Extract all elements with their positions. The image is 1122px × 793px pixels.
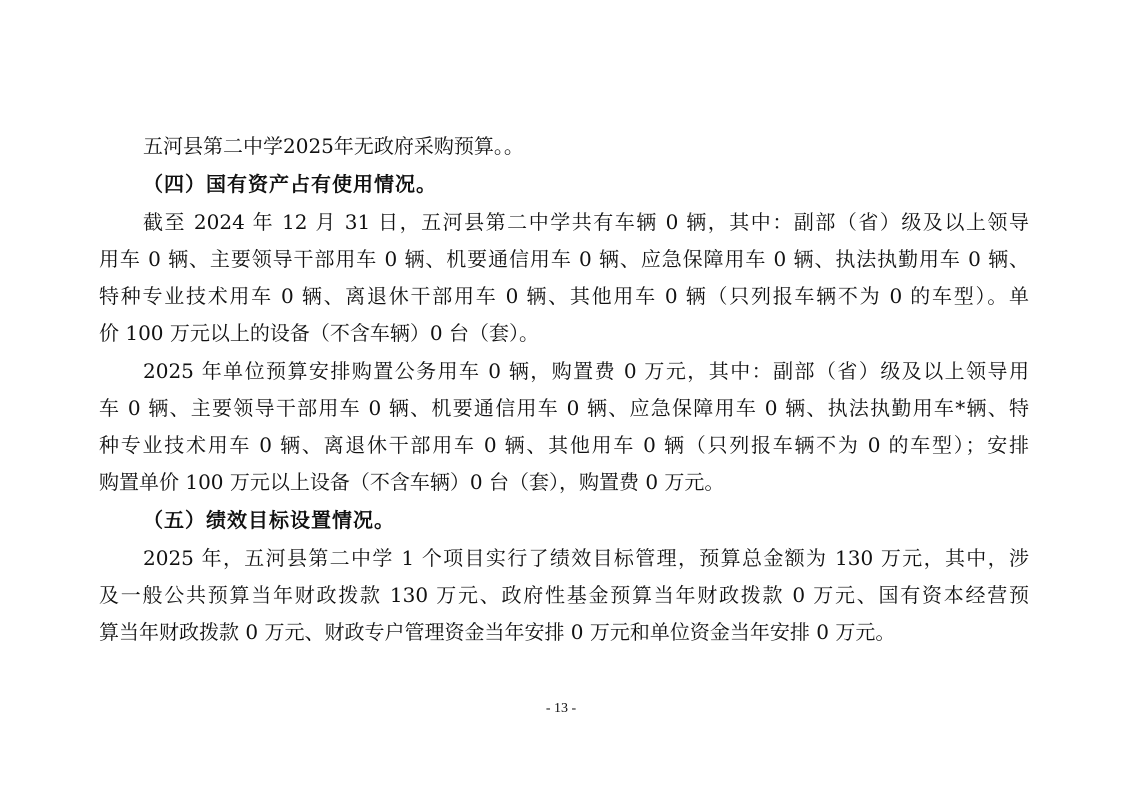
- page-number: - 13 -: [545, 701, 577, 716]
- paragraph-performance-line-1: 2025 年，五河县第二中学 1 个项目实行了绩效目标管理，预算总金额为 130 万元，其中，涉: [143, 546, 1029, 570]
- paragraph-assets-line-2: 用车 0 辆、主要领导干部用车 0 辆、机要通信用车 0 辆、应急保障用车 0 辆、执法执勤用车 0 辆、: [99, 247, 1029, 271]
- paragraph-performance-line-2: 及一般公共预算当年财政拨款 130 万元、政府性基金预算当年财政拨款 0 万元、国有资本经营预: [99, 583, 1029, 607]
- paragraph-performance-line-3: 算当年财政拨款 0 万元、财政专户管理资金当年安排 0 万元和单位资金当年安排 0 万元。: [99, 620, 896, 644]
- section-heading-5: （五）绩效目标设置情况。: [143, 508, 395, 532]
- paragraph-assets-line-3: 特种专业技术用车 0 辆、离退休干部用车 0 辆、其他用车 0 辆（只列报车辆不为 0 的车型）。单: [99, 284, 1029, 308]
- paragraph-procurement-line-1: 五河县第二中学2025年无政府采购预算。。: [143, 134, 524, 158]
- paragraph-assets-line-1: 截至 2024 年 12 月 31 日，五河县第二中学共有车辆 0 辆，其中：副部（省）级及以上领导: [143, 210, 1029, 234]
- section-heading-4: （四）国有资产占有使用情况。: [143, 172, 437, 196]
- paragraph-purchase-line-1: 2025 年单位预算安排购置公务用车 0 辆，购置费 0 万元，其中：副部（省）级及以上领导用: [143, 359, 1029, 383]
- paragraph-purchase-line-2: 车 0 辆、主要领导干部用车 0 辆、机要通信用车 0 辆、应急保障用车 0 辆、执法执勤用车*辆、特: [99, 396, 1029, 420]
- paragraph-purchase-line-3: 种专业技术用车 0 辆、离退休干部用车 0 辆、其他用车 0 辆（只列报车辆不为 0 的车型）；安排: [99, 433, 1029, 457]
- paragraph-assets-line-4: 价 100 万元以上的设备（不含车辆）0 台（套）。: [99, 321, 539, 345]
- paragraph-purchase-line-4: 购置单价 100 万元以上设备（不含车辆）0 台（套），购置费 0 万元。: [99, 470, 725, 494]
